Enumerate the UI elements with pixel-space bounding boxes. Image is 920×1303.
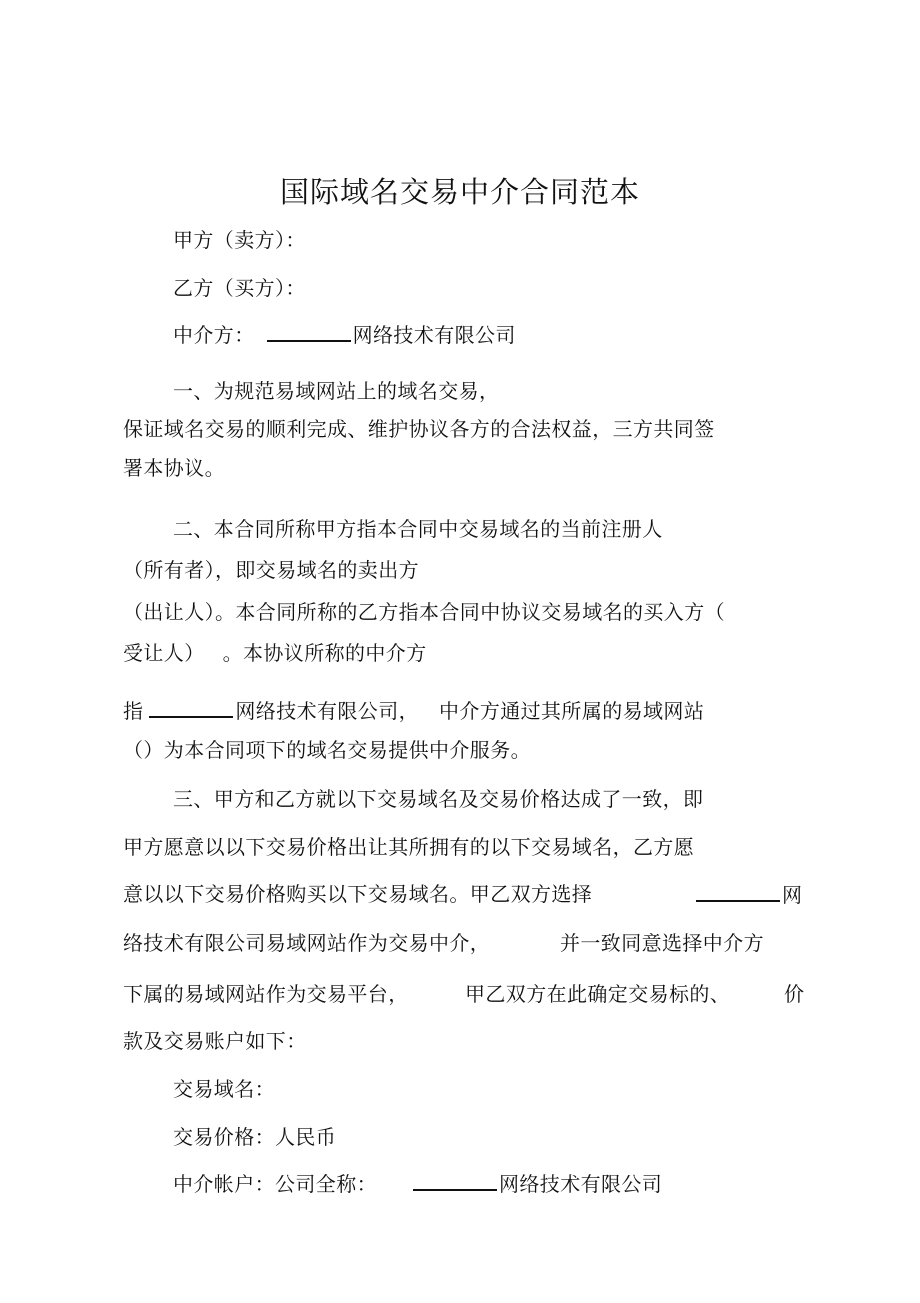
blank-underline bbox=[149, 698, 233, 718]
intermediary-company: 网络技术有限公司 bbox=[352, 323, 516, 347]
field-account-label: 中介帐户：公司全称： bbox=[173, 1172, 377, 1196]
sec2-line-5-tail: 中介方通过其所属的易域网站 bbox=[439, 699, 705, 723]
intermediary-label: 中介方： bbox=[173, 323, 255, 347]
sec2-line-4-b: 。本协议所称的中介方 bbox=[222, 641, 427, 665]
sec3-line-1: 三、甲方和乙方就以下交易域名及交易价格达成了一致，即 bbox=[173, 787, 704, 811]
sec3-line-3: 意以以下交易价格购买以下交易域名。甲乙双方选择 bbox=[123, 882, 593, 906]
field-price: 交易价格：人民币 bbox=[173, 1125, 337, 1149]
field-domain: 交易域名： bbox=[173, 1077, 275, 1101]
sec3-line-4-a: 络技术有限公司易域网站作为交易中介， bbox=[123, 931, 491, 955]
field-account-company: 网络技术有限公司 bbox=[499, 1172, 663, 1196]
sec1-line-1: 一、为规范易域网站上的域名交易， bbox=[173, 379, 500, 403]
sec3-line-3-end-text: 网 bbox=[782, 883, 803, 907]
document-title: 国际域名交易中介合同范本 bbox=[279, 175, 640, 209]
sec3-line-5-c: 价 bbox=[784, 982, 805, 1006]
sec3-line-5-b: 甲乙双方在此确定交易标的、 bbox=[465, 982, 731, 1006]
blank-underline bbox=[267, 322, 351, 342]
sec2-line-5 bbox=[123, 698, 704, 723]
sec2-line-1: 二、本合同所称甲方指本合同中交易域名的当前注册人 bbox=[173, 517, 663, 541]
sec3-line-5-a: 下属的易域网站作为交易平台， bbox=[123, 982, 409, 1006]
sec3-line-2: 甲方愿意以以下交易价格出让其所拥有的以下交易域名，乙方愿 bbox=[123, 835, 695, 859]
sec3-line-3-end bbox=[694, 882, 802, 907]
party-b-line: 乙方（买方）： bbox=[173, 276, 306, 300]
sec2-line-3: （出让人）。本合同所称的乙方指本合同中协议交易域名的买入方（ bbox=[123, 600, 725, 624]
sec2-line-5-prefix: 指 bbox=[123, 699, 144, 723]
sec2-line-4-a: 受让人） bbox=[123, 641, 205, 665]
sec2-line-2: （所有者），即交易域名的卖出方 bbox=[123, 558, 419, 582]
field-account bbox=[173, 1171, 662, 1196]
sec2-line-5-mid: 网络技术有限公司， bbox=[235, 699, 420, 723]
sec1-line-3: 署本协议。 bbox=[123, 456, 225, 480]
sec1-line-2: 保证域名交易的顺利完成、维护协议各方的合法权益，三方共同签 bbox=[123, 417, 715, 441]
sec3-line-4-b: 并一致同意选择中介方 bbox=[560, 931, 764, 955]
intermediary-line bbox=[173, 322, 516, 347]
party-a-line: 甲方（卖方）： bbox=[173, 228, 306, 252]
blank-underline bbox=[413, 1171, 497, 1191]
sec2-line-4 bbox=[123, 641, 427, 665]
blank-underline bbox=[696, 882, 780, 902]
sec2-line-6: （）为本合同项下的域名交易提供中介服务。 bbox=[123, 738, 531, 762]
sec3-line-6: 款及交易账户如下： bbox=[123, 1029, 307, 1053]
